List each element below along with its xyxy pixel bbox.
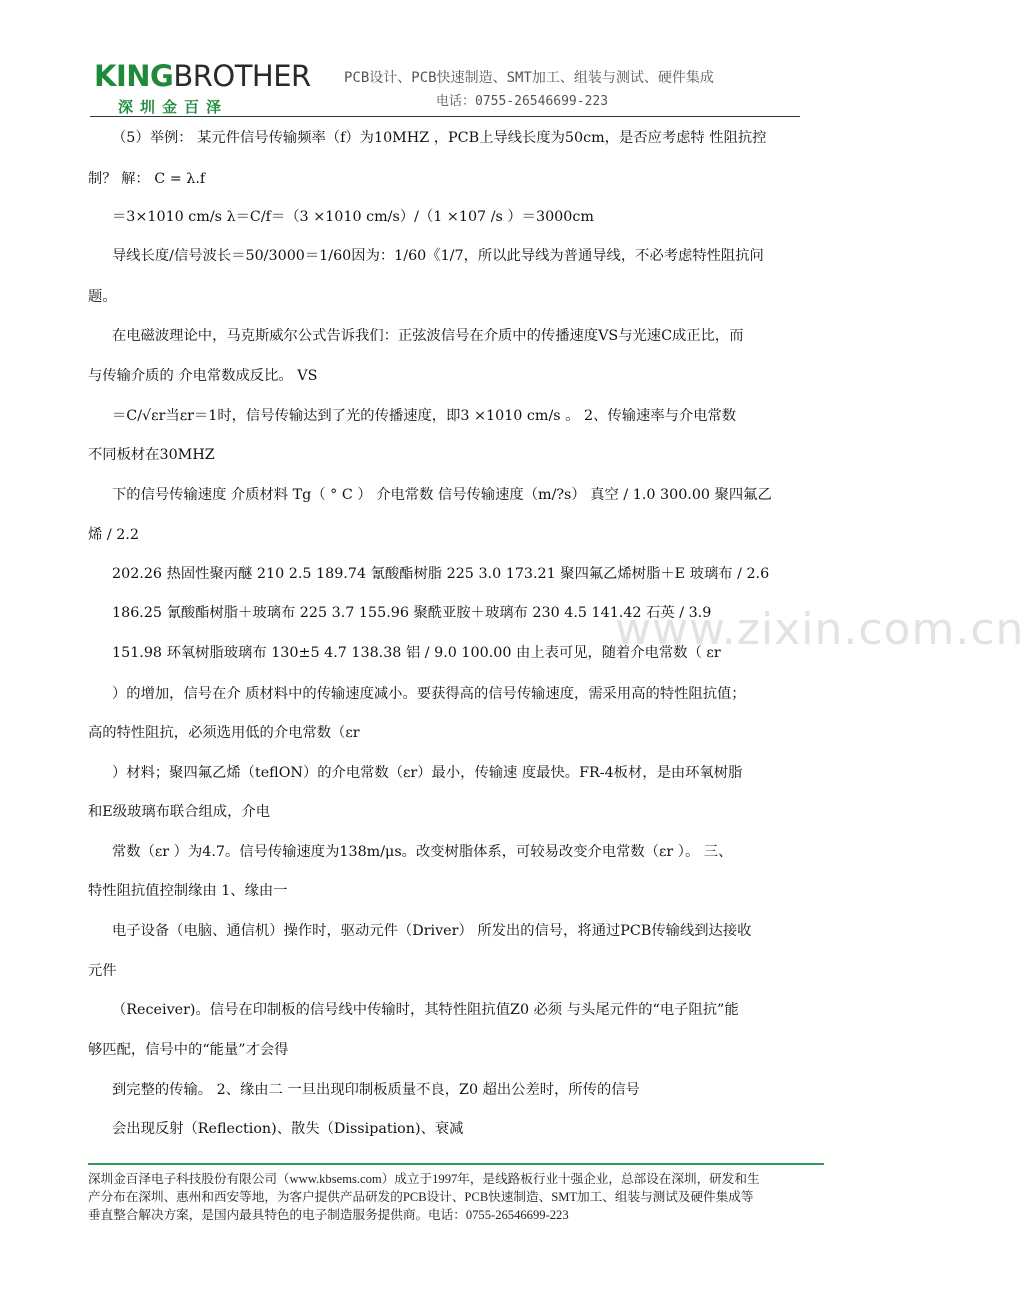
body-line: 元件 xyxy=(88,963,117,979)
body-line: 烯 / 2.2 xyxy=(88,527,139,543)
footer-line-3: 垂直整合解决方案，是国内最具特色的电子制造服务提供商。电话：0755-26546699-223 xyxy=(88,1208,569,1222)
header-divider xyxy=(90,116,800,117)
body-line: 与传输介质的 介电常数成反比。 VS xyxy=(88,368,318,384)
page-footer xyxy=(88,1170,828,1224)
body-line: 常数（εr ）为4.7。信号传输速度为138m/μs。改变树脂体系，可较易改变介电常数（εr ）。 三、 xyxy=(112,844,733,860)
body-line: 电子设备（电脑、通信机）操作时，驱动元件（Driver） 所发出的信号，将通过PCB传输线到达接收 xyxy=(112,923,752,939)
body-line: 202.26 热固性聚丙醚 210 2.5 189.74 氰酸酯树脂 225 3.0 173.21 聚四氟乙烯树脂＋E 玻璃布 / 2.6 xyxy=(112,566,770,582)
body-line: ）材料；聚四氟乙烯（teflON）的介电常数（εr）最小，传输速 度最快。FR-4板材，是由环氧树脂 xyxy=(112,765,743,781)
body-line: 制？ 解： C = λ.f xyxy=(88,171,206,187)
body-line: 不同板材在30MHZ xyxy=(88,447,215,463)
body-line: 和E级玻璃布联合组成，介电 xyxy=(88,804,270,820)
footer-divider xyxy=(88,1163,824,1165)
footer-line-2: 产分布在深圳、惠州和西安等地，为客户提供产品研发的PCB设计、PCB快速制造、SMT加工、组装与测试及硬件集成等 xyxy=(88,1190,754,1204)
body-line: 特性阻抗值控制缘由 1、缘由一 xyxy=(88,883,288,899)
body-line: 到完整的传输。 2、缘由二 一旦出现印制板质量不良，Z0 超出公差时，所传的信号 xyxy=(112,1082,640,1098)
body-line: 会出现反射（Reflection)、散失（Dissipation)、衰减 xyxy=(112,1121,464,1137)
body-line: 高的特性阻抗，必须选用低的介电常数（εr xyxy=(88,725,360,741)
body-line: 151.98 环氧树脂玻璃布 130±5 4.7 138.38 铝 / 9.0 100.00 由上表可见，随着介电常数（ εr xyxy=(112,645,721,661)
body-line: 186.25 氰酸酯树脂＋玻璃布 225 3.7 155.96 聚酰亚胺＋玻璃布 230 4.5 141.42 石英 / 3.9 xyxy=(112,605,712,621)
body-line: ＝3×1010 cm/s λ＝C/f＝（3 ×1010 cm/s）/（1 ×107 /s ）＝3000cm xyxy=(112,209,594,225)
body-line: ＝C/√εr当εr＝1时，信号传输达到了光的传播速度，即3 ×1010 cm/s 。 2、传输速率与介电常数 xyxy=(112,408,737,424)
body-line: 题。 xyxy=(88,289,117,305)
logo-subtitle: 深圳金百泽 xyxy=(118,98,229,116)
body-line: 导线长度/信号波长＝50/3000＝1/60因为：1/60《1/7，所以此导线为普通导线，不必考虑特性阻抗问 xyxy=(112,248,764,264)
body-line: ）的增加，信号在介 质材料中的传输速度减小。要获得高的信号传输速度，需采用高的特性阻抗值； xyxy=(112,686,746,702)
body-line: （Receiver)。信号在印制板的信号线中传输时，其特性阻抗值Z0 必须 与头尾元件的“电子阻抗”能 xyxy=(112,1002,739,1018)
header-phone: 电话：0755-26546699-223 xyxy=(436,94,609,109)
footer-line-1: 深圳金百泽电子科技股份有限公司（www.kbsems.com）成立于1997年，是线路板行业十强企业，总部设在深圳，研发和生 xyxy=(88,1172,760,1186)
watermark: www.zixin.com.cn xyxy=(615,604,1024,655)
header-tagline: PCB设计、PCB快速制造、SMT加工、组装与测试、硬件集成 xyxy=(344,70,714,86)
logo-king: KING xyxy=(94,59,174,93)
kingbrother-logo xyxy=(94,59,311,93)
body-line: （5）举例： 某元件信号传输频率（f）为10MHZ ，PCB上导线长度为50cm，是否应考虑特 性阻抗控 xyxy=(112,130,767,146)
body-line: 在电磁波理论中，马克斯威尔公式告诉我们：正弦波信号在介质中的传播速度VS与光速C成正比，而 xyxy=(112,328,744,344)
page-header xyxy=(0,0,920,118)
body-line: 够匹配，信号中的“能量”才会得 xyxy=(88,1042,289,1058)
logo-brother: BROTHER xyxy=(173,59,311,93)
body-line: 下的信号传输速度 介质材料 Tg（ ° C ） 介电常数 信号传输速度（m/?s） 真空 / 1.0 300.00 聚四氟乙 xyxy=(112,487,772,503)
